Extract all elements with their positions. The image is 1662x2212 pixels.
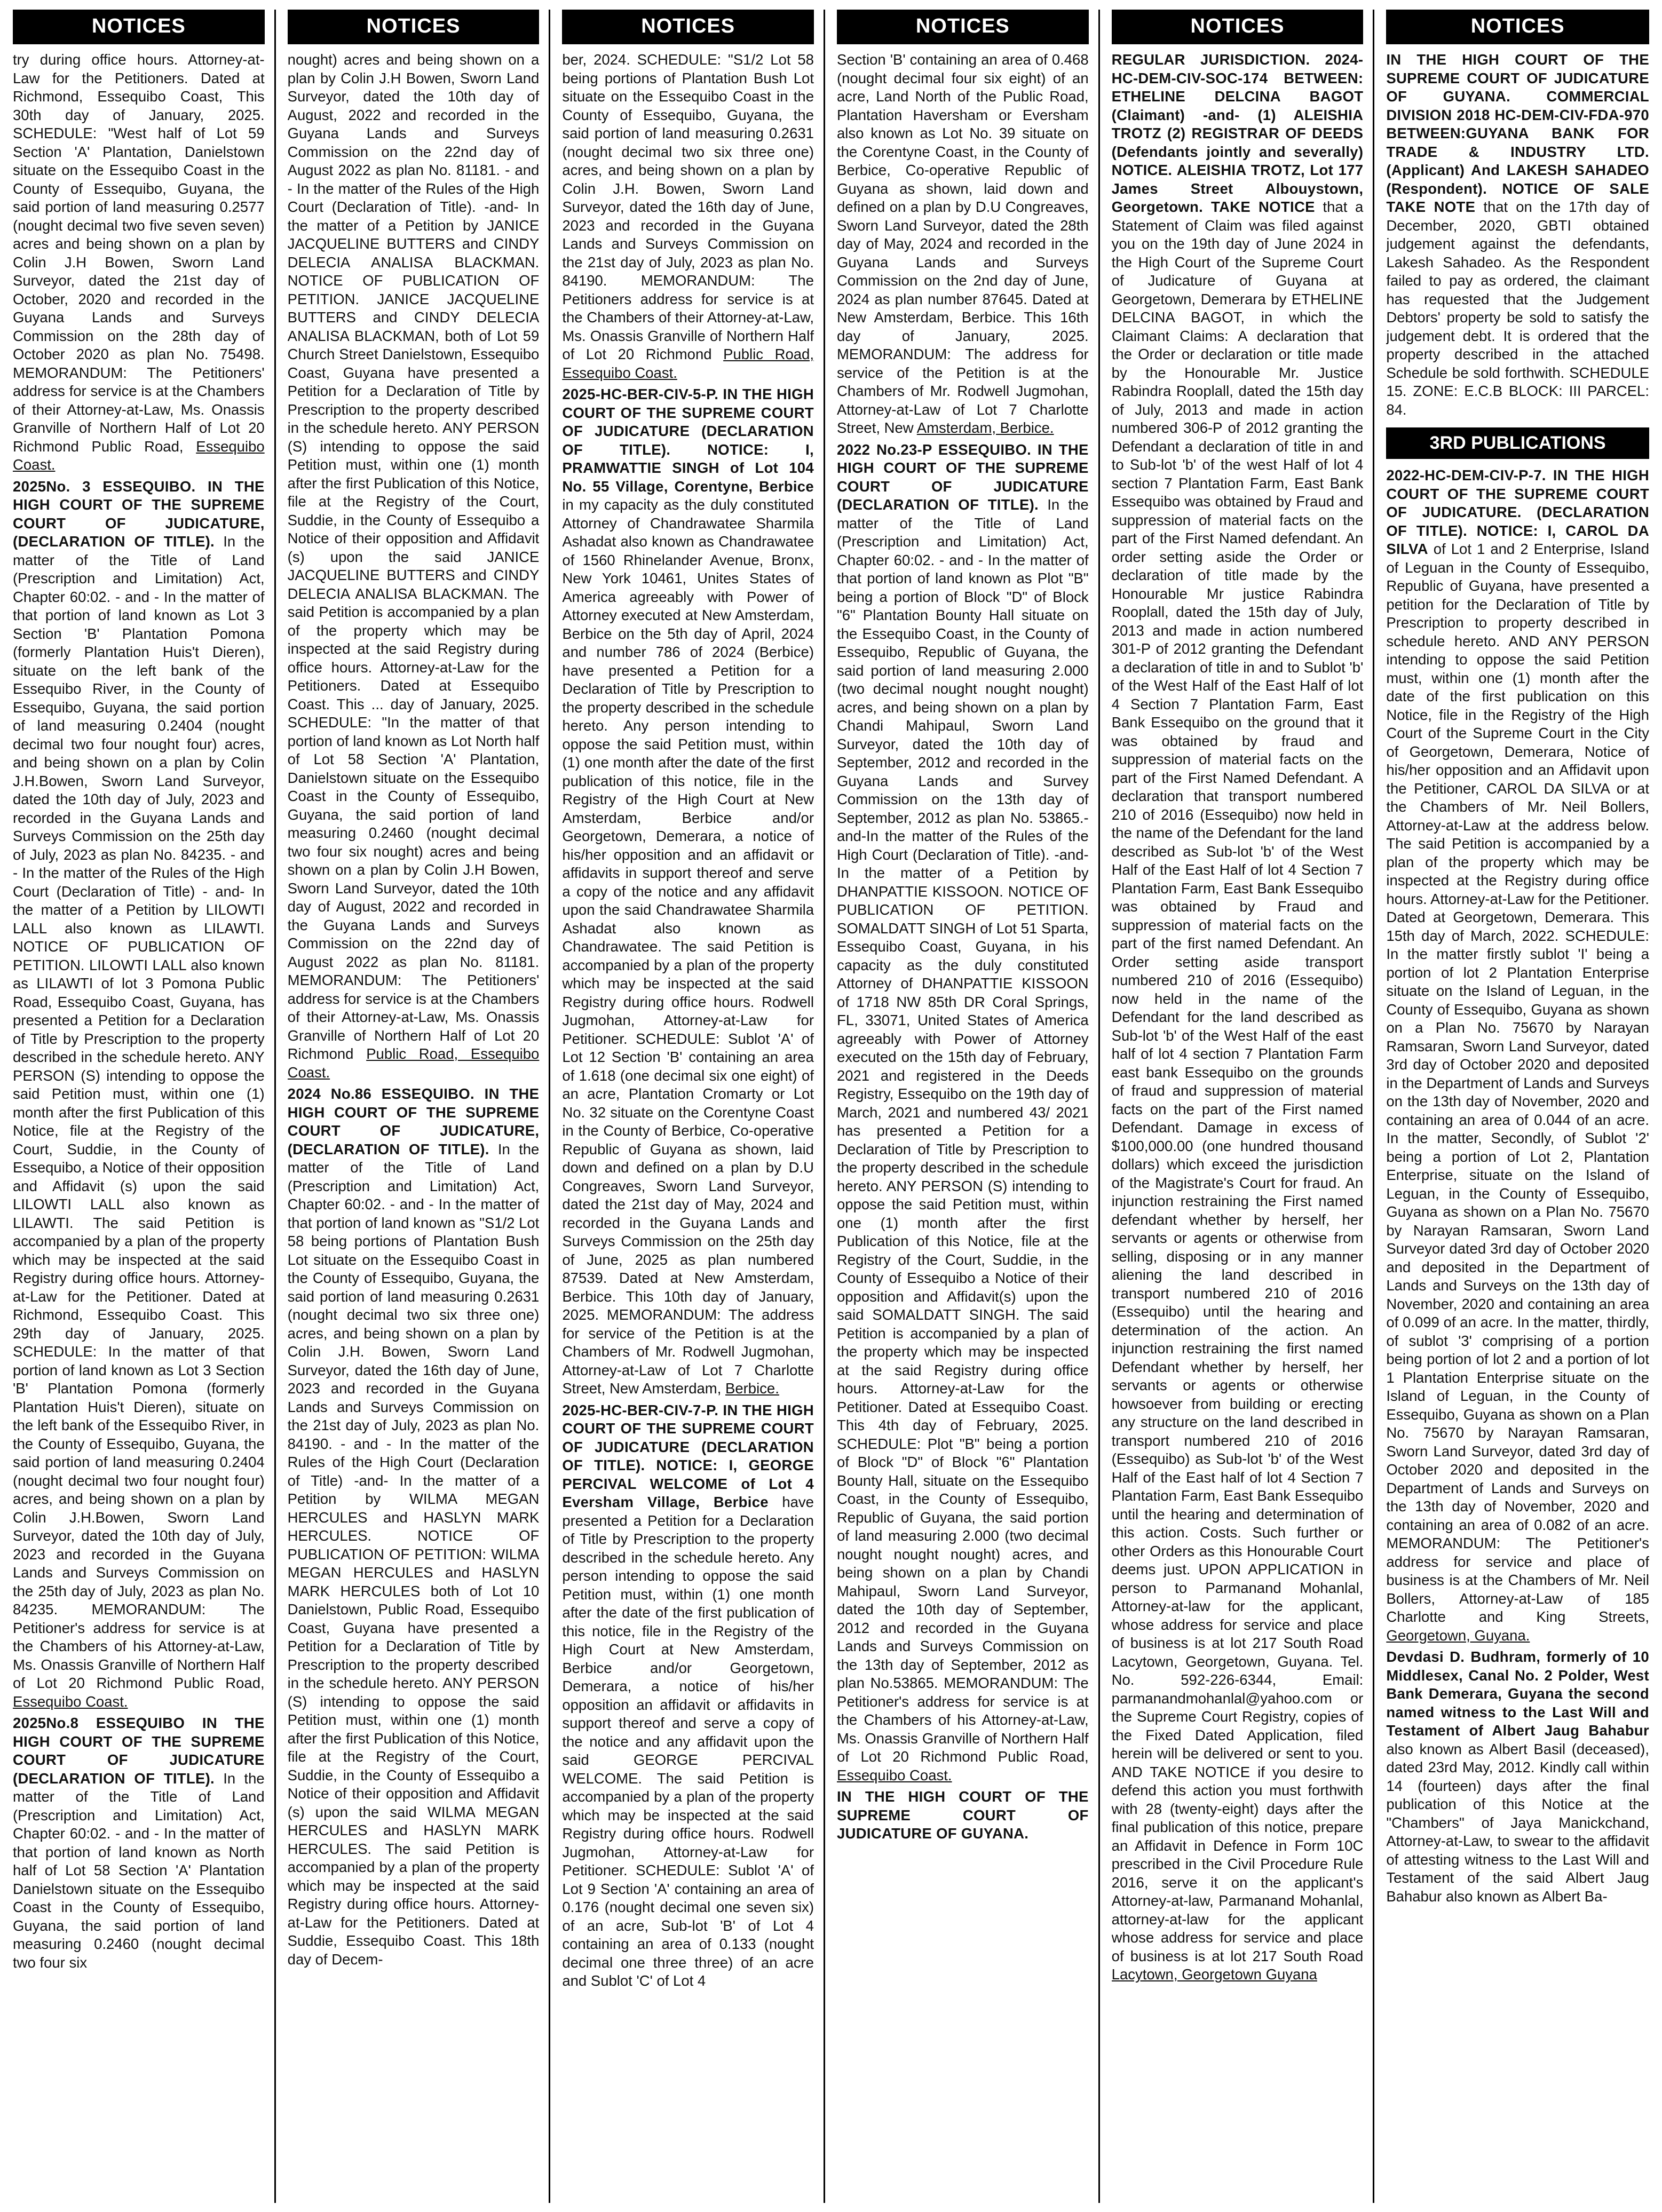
column-2 [288,10,551,2203]
notice: REGULAR JURISDICTION. 2024-HC-DEM-CIV-SOC-174 BETWEEN: ETHELINE DELCINA BAGOT (Claimant) -and- (1) ALEISHIA TROTZ (2) REGISTRAR OF DEEDS (Defendants jointly and severally) NOTICE. ALEISHIA TROTZ, Lot 177 James Street Albouystown, Georgetown. TAKE NOTICE that a Statement of Claim was filed against you on the 19th day of June 2024 in the High Court of the Supreme Court of Judicature of Guyana at Georgetown, Demerara by ETHELINE DELCINA BAGOT, in which the Claimant Claims: A declaration that the Order or declaration or title made by the Honourable Mr. Justice Rabindra Rooplall, dated the 15th day of July, 2013 and made in action numbered 306-P of 2012 granting the Defendant a declaration of title in and to Sub-lot 'b' of the west Half of lot 4 section 7 Plantation Farm, East Bank Essequibo was obtained by Fraud and suppression of material facts on the part of the First Named defendant. An order setting aside the Order or declaration of title made by the Honourable Mr justice Rabindra Rooplall, dated the 15th day of July, 2013 and made in action numbered 301-P of 2012 granting the Defendant a declaration of title in and to Sublot 'b' of the West Half of the East Half of lot 4 Section 7 Plantation Farm, East Bank Essequibo on the ground that it was obtained by fraud and suppression of material facts on the part of the First Named Defendant. A declaration that transport numbered 210 of 2016 (Essequibo) now held in the name of the Defendant for the land described as Sub-lot 'b' of the West Half of the East Half of lot 4 Section 7 Plantation Farm, East Bank Essequibo was obtained by Fraud and suppression of material facts on the part of the first named Defendant. An Order setting aside transport numbered 210 of 2016 (Essequibo) now held in the name of the Defendant for the land described as Sub-lot 'b' of the West Half of the east half of lot 4 section 7 Plantation Farm east bank Essequibo on the grounds of fraud and suppression of material facts on the part of the First named Defendant. Damage in excess of $100,000.00 (one hundred thousand dollars) which exceed the jurisdiction of the Magistrate's Court for fraud. An injunction restraining the First named defendant whether by herself, her servants or agents or otherwise from selling, disposing or in any manner aliening the land described in transport numbered 210 of 2016 (Essequibo) until the hearing and determination of the action. An injunction restraining the first named Defendant whether by herself, her servants or agents or otherwise howsoever from building or erecting any structure on the land described in transport numbered 210 of 2016 (Essequibo) as Sub-lot 'b' of the West Half of the East half of lot 4 Section 7 Plantation Farm, East Bank Essequibo until the hearing and determination of this action. Costs. Such further or other Orders as this Honourable Court deems just. UPON APPLICATION in person to Parmanand Mohanlal, Attorney-at-law for the applicant, whose address for service and place of business is at lot 217 South Road Lacytown, Georgetown, Guyana. Tel. No. 592-226-6344, Email: parmanandmohanlal@yahoo.com or the Supreme Court Registry, copies of the Fixed Dated Application, filed herein will be delivered or sent to you. AND TAKE NOTICE if you desire to defend this action you must forthwith with 28 (twenty-eight) days after the final publication of this notice, prepare an Affidavit in Defence in Form 10C prescribed in the Civil Procedure Rule 2016, serve it on the applicant's Attorney-at-law, Parmanand Mohanlal, attorney-at-law for the applicant whose address for service and place of business is at lot 217 South Road Lacytown, Georgetown Guyana [1111,51,1364,1983]
section-banner: 3RD PUBLICATIONS [1386,427,1649,459]
notice: IN THE HIGH COURT OF THE SUPREME COURT OF JUDICATURE OF GUYANA. [836,1788,1089,1842]
notice: Devdasi D. Budhram, formerly of 10 Middlesex, Canal No. 2 Polder, West Bank Demerara, Guyana the second named witness to the Last Will and Testament of Albert Jaug Bahabur also known as Albert Basil (deceased), dated 23rd May, 2012. Kindly call within 14 (fourteen) days after the final publication of this Notice at the "Chambers" of Jaya Manickchand, Attorney-at-Law, to swear to the affidavit of attesting witness to the Last Will and Testament of the said Albert Jaug Bahabur also known as Albert Ba- [1386,1648,1649,1905]
notice: 2022-HC-DEM-CIV-P-7. IN THE HIGH COURT OF THE SUPREME COURT OF JUDICATURE. (DECLARATION OF TITLE). NOTICE: I, CAROL DA SILVA of Lot 1 and 2 Enterprise, Island of Leguan in the County of Essequibo, Republic of Guyana, have presented a petition for the Declaration of Title by Prescription to property described in schedule hereto. AND ANY PERSON intending to oppose the said Petition must, within one (1) month after the date of the first publication on this Notice, file in the Registry of the High Court of the Supreme Court in the City of Georgetown, Demerara, Notice of his/her opposition and an Affidavit upon the Petitioner, CAROL DA SILVA or at the Chambers of Mr. Neil Bollers, Attorney-at-Law at the address below. The said Petition is accompanied by a plan of the property which may be inspected at the Registry during office hours. Attorney-at-Law for the Petitioner. Dated at Georgetown, Demerara. This 15th day of March, 2022. SCHEDULE: In the matter firstly sublot 'I' being a portion of lot 2 Plantation Enterprise situate on the Island of Leguan, in the County of Essequibo, Guyana as shown on a Plan No. 75670 by Narayan Ramsaran, Sworn Land Surveyor, dated 3rd day of October 2020 and deposited in the Department of Lands and Surveys on the 13th day of November, 2020 and containing an area of 0.044 of an acre. In the matter, Secondly, of Sublot '2' being a portion of Lot 2, Plantation Enterprise, situate on the Island of Leguan, in the County of Essequibo, Guyana as shown on a Plan No. 75670 by Narayan Ramsaran, Sworn Land Surveyor dated 3rd day of October 2020 and deposited in the Department of Lands and Surveys on the 13th day of November, 2020 and containing an area of 0.099 of an acre. In the matter, thirdly, of sublot '3' comprising of a portion being portion of lot 2 and a portion of lot 1 Plantation Enterprise situate on the Island of Leguan, in the County of Essequibo, Guyana as shown on a Plan No. 75670 by Narayan Ramsaran, Sworn Land Surveyor, dated 3rd day of October 2020 and deposited in the Department of Lands and Surveys on the 13th day of November, 2020 and containing an area of 0.082 of an acre. MEMORANDUM: The Petitioner's address for service and place of business is at the Chambers of Mr. Neil Bollers, Attorney-at-Law of 185 Charlotte and King Streets, Georgetown, Guyana. [1386,467,1649,1644]
notice: try during office hours. Attorney-at-Law for the Petitioners. Dated at Richmond, Essequibo Coast, This 30th day of January, 2025. SCHEDULE: "West half of Lot 59 Section 'A' Plantation, Danielstown situate on the Essequibo Coast in the County of Essequibo, Guyana, the said portion of land measuring 0.2577 (nought decimal two five seven seven) acres and being shown on a plan by Colin J.H Bowen, Sworn Land Surveyor, dated the 21st day of October, 2020 and recorded in the Guyana Lands and Surveys Commission on the 28th day of October 2020 as plan No. 75498. MEMORANDUM: The Petitioners' address for service is at the Chambers of their Attorney-at-Law, Ms. Onassis Granville of Northern Half of Lot 20 Richmond Public Road, Essequibo Coast. [13,51,265,473]
notice: 2025No.8 ESSEQUIBO IN THE HIGH COURT OF THE SUPREME COURT OF JUDICATURE (DECLARATION OF TITLE). In the matter of the Title of Land (Prescription and Limitation) Act, Chapter 60:02. - and - In the matter of that portion of land known as North half of Lot 58 Section 'A' Plantation Danielstown situate on the Essequibo Coast in the County of Essequibo, Guyana, the said portion of land measuring 0.2460 (nought decimal two four six [13,1715,265,1971]
column-header: NOTICES [1112,10,1364,44]
notice: 2025-HC-BER-CIV-5-P. IN THE HIGH COURT OF THE SUPREME COURT OF JUDICATURE (DECLARATION OF TITLE). NOTICE: I, PRAMWATTIE SINGH of Lot 104 No. 55 Village, Corentyne, Berbice in my capacity as the duly constituted Attorney of Chandrawatee Sharmila Ashadat also known as Chandrawatee of 1560 Rhinelander Avenue, Bronx, New York 10461, Unites States of America agreeably with Power of Attorney executed at New Amsterdam, Berbice on the 5th day of April, 2024 and number 786 of 2024 (Berbice) have presented a Petition for a Declaration of Title by Prescription to the property described in the schedule hereto. Any person intending to oppose the said Petition must, within (1) one month after the date of the first publication of this notice, file in the Registry of the High Court at New Amsterdam, Berbice and/or Georgetown, Demerara, a notice of his/her opposition and an affidavit or affidavits in support thereof and serve a copy of the notice and any affidavit upon the said Chandrawatee Sharmila Ashadat also known as Chandrawatee. The said Petition is accompanied by a plan of the property which may be inspected at the said Registry during office hours. Rodwell Jugmohan, Attorney-at-Law for Petitioner. SCHEDULE: Sublot 'A' of Lot 12 Section 'B' containing an area of 1.618 (one decimal six one eight) of an acre, Plantation Cromarty or Lot No. 32 situate on the Corentyne Coast in the County of Berbice, Co-operative Republic of Guyana as shown, laid down and defined on a plan by D.U Congreaves, Sworn Land Surveyor, dated the 21st day of May, 2024 and recorded in the Guyana Lands and Surveys Commission on the 25th day of June, 2025 as plan numbered 87539. Dated at New Amsterdam, Berbice. This 10th day of January, 2025. MEMORANDUM: The address for service of the Petition is at the Chambers of Mr. Rodwell Jugmohan, Attorney-at-Law of Lot 7 Charlotte Street, New Amsterdam, Berbice. [562,386,814,1397]
column-header: NOTICES [1386,10,1649,44]
notice: Section 'B' containing an area of 0.468 (nought decimal four six eight) of an acre, Land North of the Public Road, Plantation Haversham or Eversham also known as Lot No. 39 situate on the Corentyne Coast, in the County of Berbice, Co-operative Republic of Guyana as shown, laid down and defined on a plan by D.U Congreaves, Sworn Land Surveyor, dated the 28th day of May, 2024 and recorded in the Guyana Lands and Surveys Commission on the 2nd day of June, 2024 as plan number 87645. Dated at New Amsterdam, Berbice. This 16th day of January, 2025. MEMORANDUM: The address for service of the Petition is at the Chambers of Mr. Rodwell Jugmohan, Attorney-at-Law of Lot 7 Charlotte Street, New Amsterdam, Berbice. [836,51,1089,436]
column-header: NOTICES [837,10,1089,44]
notice: ber, 2024. SCHEDULE: "S1/2 Lot 58 being portions of Plantation Bush Lot situate on the Essequibo Coast in the County of Essequibo, Guyana, the said portion of land measuring 0.2631 (nought decimal two six three one) acres, and being shown on a plan by Colin J.H. Bowen, Sworn Land Surveyor, dated the 16th day of June, 2023 and recorded in the Guyana Lands and Surveys Commission on the 21st day of July, 2023 as plan No. 84190. MEMORANDUM: The Petitioners address for service is at the Chambers of their Attorney-at-Law, Ms. Onassis Granville of Northern Half of Lot 20 Richmond Public Road, Essequibo Coast. [562,51,814,381]
column-3 [562,10,825,2203]
notice: 2022 No.23-P ESSEQUIBO. IN THE HIGH COURT OF THE SUPREME COURT OF JUDICATURE (DECLARATION OF TITLE). In the matter of the Title of Land (Prescription and Limitation) Act, Chapter 60:02. - and - In the matter of that portion of land known as Plot "B" being a portion of Block "D" of Block "6" Plantation Bounty Hall situate on the Essequibo Coast, in the County of Essequibo, Republic of Guyana, the said portion of land measuring 2.000 (two decimal nought nought nought) acres, and being shown on a plan by Chandi Mahipaul, Sworn Land Surveyor, dated the 10th day of September, 2012 and recorded in the Guyana Lands and Survey Commission on the 13th day of September, 2012 as plan No. 53865.- and-In the matter of the Rules of the High Court (Declaration of Title). -and- In the matter of a Petition by DHANPATTIE KISSOON. NOTICE OF PUBLICATION OF PETITION. SOMALDATT SINGH of Lot 51 Sparta, Essequibo Coast, Guyana, in his capacity as the duly constituted Attorney of DHANPATTIE KISSOON of 1718 NW 85th DR Coral Springs, FL, 33071, United States of America agreeably with Power of Attorney executed on the 15th day of February, 2021 and registered in the Deeds Registry, Essequibo on the 19th day of March, 2021 and numbered 43/ 2021 has presented a Petition for a Declaration of Title by Prescription to the property described in the schedule hereto. ANY PERSON (S) intending to oppose the said Petition must, within one (1) month after the first Publication of this Notice, file at the Registry of the Court, Suddie, in the County of Essequibo a Notice of their opposition and Affidavit(s) upon the said SOMALDATT SINGH. The said Petition is accompanied by a plan of the property which may be inspected at the said Registry during office hours. Attorney-at-Law for the Petitioner. Dated at Essequibo Coast. This 4th day of February, 2025. SCHEDULE: Plot "B" being a portion of Block "D" of Block "6" Plantation Bounty Hall, situate on the Essequibo Coast, in the County of Essequibo, Republic of Guyana, the said portion of land measuring 2.000 (two decimal nought nought nought) acres, and being shown on a plan by Chandi Mahipaul, Sworn Land Surveyor, dated the 10th day of September, 2012 and recorded in the Guyana Lands and Surveys Commission on the 13th day of September, 2012 as plan No.53865. MEMORANDUM: The Petitioner's address for service is at the Chambers of his Attorney-at-Law, Ms. Onassis Granville of Northern Half of Lot 20 Richmond Public Road, Essequibo Coast. [836,441,1089,1783]
notice: IN THE HIGH COURT OF THE SUPREME COURT OF JUDICATURE OF GUYANA. COMMERCIAL DIVISION 2018 HC-DEM-CIV-FDA-970 BETWEEN:GUYANA BANK FOR TRADE & INDUSTRY LTD. (Applicant) And LAKESH SAHADEO (Respondent). NOTICE OF SALE TAKE NOTE that on the 17th day of December, 2020, GBTI obtained judgement against the defendants, Lakesh Sahadeo. As the Respondent failed to pay as ordered, the claimant has requested that the Judgement Debtors' property be sold to satisfy the judgement debt. It is ordered that the property described in the attached Schedule be sold forthwith. SCHEDULE 15. ZONE: E.C.B BLOCK: III PARCEL: 84. [1386,51,1649,418]
notice: nought) acres and being shown on a plan by Colin J.H Bowen, Sworn Land Surveyor, dated the 10th day of August, 2022 and recorded in the Guyana Lands and Surveys Commission on the 22nd day of August 2022 as plan No. 81181. - and - In the matter of the Rules of the High Court (Declaration of Title). -and- In the matter of a Petition by JANICE JACQUELINE BUTTERS and CINDY DELECIA ANALISA BLACKMAN. NOTICE OF PUBLICATION OF PETITION. JANICE JACQUELINE BUTTERS and CINDY DELECIA ANALISA BLACKMAN, both of Lot 59 Church Street Danielstown, Essequibo Coast, Guyana have presented a Petition for a Declaration of Title by Prescription to the property described in the schedule hereto. ANY PERSON (S) intending to oppose the said Petition must, within one (1) month after the first Publication of this Notice, file at the Registry of the Court, Suddie, in the County of Essequibo a Notice of their opposition and Affidavit (s) upon the said JANICE JACQUELINE BUTTERS and CINDY DELECIA ANALISA BLACKMAN. The said Petition is accompanied by a plan of the property which may be inspected at the said Registry during office hours. Attorney-at-Law for the Petitioners. Dated at Essequibo Coast. This ... day of January, 2025. SCHEDULE: "In the matter of that portion of land known as Lot North half of Lot 58 Section 'A' Plantation, Danielstown situate on the Essequibo Coast in the County of Essequibo, Guyana, the said portion of land measuring 0.2460 (nought decimal two four six nought) acres and being shown on a plan by Colin J.H Bowen, Sworn Land Surveyor, dated the 10th day of August, 2022 and recorded in the Guyana Lands and Surveys Commission on the 22nd day of August 2022 as plan No. 81181. MEMORANDUM: The Petitioners' address for service is at the Chambers of their Attorney-at-Law, Ms. Onassis Granville of Northern Half of Lot 20 Richmond Public Road, Essequibo Coast. [287,51,540,1081]
notice: 2024 No.86 ESSEQUIBO. IN THE HIGH COURT OF THE SUPREME COURT OF JUDICATURE, (DECLARATION OF TITLE). In the matter of the Title of Land (Prescription and Limitation) Act, Chapter 60:02. - and - In the matter of that portion of land known as "S1/2 Lot 58 being portions of Plantation Bush Lot situate on the Essequibo Coast in the County of Essequibo, Guyana, the said portion of land measuring 0.2631 (nought decimal two six three one) acres, and being shown on a plan by Colin J.H. Bowen, Sworn Land Surveyor, dated the 16th day of June, 2023 and recorded in the Guyana Lands and Surveys Commission on the 21st day of July, 2023 as plan No. 84190. - and - In the matter of the Rules of the High Court (Declaration of Title) -and- In the matter of a Petition by WILMA MEGAN HERCULES and HASLYN MARK HERCULES. NOTICE OF PUBLICATION OF PETITION: WILMA MEGAN HERCULES and HASLYN MARK HERCULES both of Lot 10 Danielstown, Public Road, Essequibo Coast, Guyana have presented a Petition for a Declaration of Title by Prescription to the property described in the schedule hereto. ANY PERSON (S) intending to oppose the said Petition must, within one (1) month after the first Publication of this Notice, file at the Registry of the Court, Suddie, in the County of Essequibo a Notice of their opposition and Affidavit (s) upon the said WILMA MEGAN HERCULES and HASLYN MARK HERCULES. The said Petition is accompanied by a plan of the property which may be inspected at the said Registry during office hours. Attorney-at-Law for the Petitioners. Dated at Suddie, Essequibo Coast. This 18th day of Decem- [287,1085,540,1968]
notice-columns [13,10,1649,2203]
column-header: NOTICES [562,10,814,44]
column-header: NOTICES [13,10,265,44]
column-1 [13,10,276,2203]
column-6 [1386,10,1649,2203]
notice: 2025-HC-BER-CIV-7-P. IN THE HIGH COURT OF THE SUPREME COURT OF JUDICATURE (DECLARATION OF TITLE). NOTICE: I, GEORGE PERCIVAL WELCOME of Lot 4 Eversham Village, Berbice have presented a Petition for a Declaration of Title by Prescription to the property described in the schedule hereto. Any person intending to oppose the said Petition must, within (1) one month after the date of the first publication of this notice, file in the Registry of the High Court at New Amsterdam, Berbice and/or Georgetown, Demerara, a notice of his/her opposition an affidavit or affidavits in support thereof and serve a copy of the notice and any affidavit upon the said GEORGE PERCIVAL WELCOME. The said Petition is accompanied by a plan of the property which may be inspected at the said Registry during office hours. Rodwell Jugmohan, Attorney-at-Law for Petitioner. SCHEDULE: Sublot 'A' of Lot 9 Section 'A' containing an area of 0.176 (nought decimal one seven six) of an acre, Sub-lot 'B' of Lot 4 containing an area of 0.133 (nought decimal one three three) of an acre and Sublot 'C' of Lot 4 [562,1401,814,1989]
column-4 [837,10,1100,2203]
column-5 [1112,10,1375,2203]
column-header: NOTICES [288,10,540,44]
notice: 2025No. 3 ESSEQUIBO. IN THE HIGH COURT OF THE SUPREME COURT OF JUDICATURE, (DECLARATION OF TITLE). In the matter of the Title of Land (Prescription and Limitation) Act, Chapter 60:02. - and - In the matter of that portion of land known as Lot 3 Section 'B' Plantation Pomona (formerly Plantation Huis't Dieren), situate on the left bank of the Essequibo River, in the County of Essequibo, Guyana, the said portion of land measuring 0.2404 (nought decimal two four nought four) acres, and being shown on a plan by Colin J.H.Bowen, Sworn Land Surveyor, dated the 10th day of July, 2023 and recorded in the Guyana Lands and Surveys Commission on the 25th day of July, 2023 as plan No. 84235. - and - In the matter of the Rules of the High Court (Declaration of Title) - and- In the matter of a Petition by LILOWTI LALL also known as LILAWTI. NOTICE OF PUBLICATION OF PETITION. LILOWTI LALL also known as LILAWTI of lot 3 Pomona Public Road, Essequibo Coast, Guyana, has presented a Petition for a Declaration of Title by Prescription to the property described in the schedule hereto. ANY PERSON (S) intending to oppose the said Petition must, within one (1) month after the first Publication of this Notice, file at the Registry of the Court, Suddie, in the County of Essequibo, a Notice of their opposition and Affidavit (s) upon the said LILOWTI LALL also known as LILAWTI. The said Petition is accompanied by a plan of the property which may be inspected at the said Registry during office hours. Attorney-at-Law for the Petitioner. Dated at Richmond, Essequibo Coast. This 29th day of January, 2025. SCHEDULE: In the matter of that portion of land known as Lot 3 Section 'B' Plantation Pomona (formerly Plantation Huis't Dieren), situate on the left bank of the Essequibo River, in the County of Essequibo, Guyana, the said portion of land measuring 0.2404 (nought decimal two four nought four) acres, and being shown on a plan by Colin J.H.Bowen, Sworn Land Surveyor, dated the 10th day of July, 2023 and recorded in the Guyana Lands and Surveys Commission on the 25th day of July, 2023 as plan No. 84235. MEMORANDUM: The Petitioner's address for service is at the Chambers of his Attorney-at-Law, Ms. Onassis Granville of Northern Half of Lot 20 Richmond Public Road, Essequibo Coast. [13,478,265,1710]
